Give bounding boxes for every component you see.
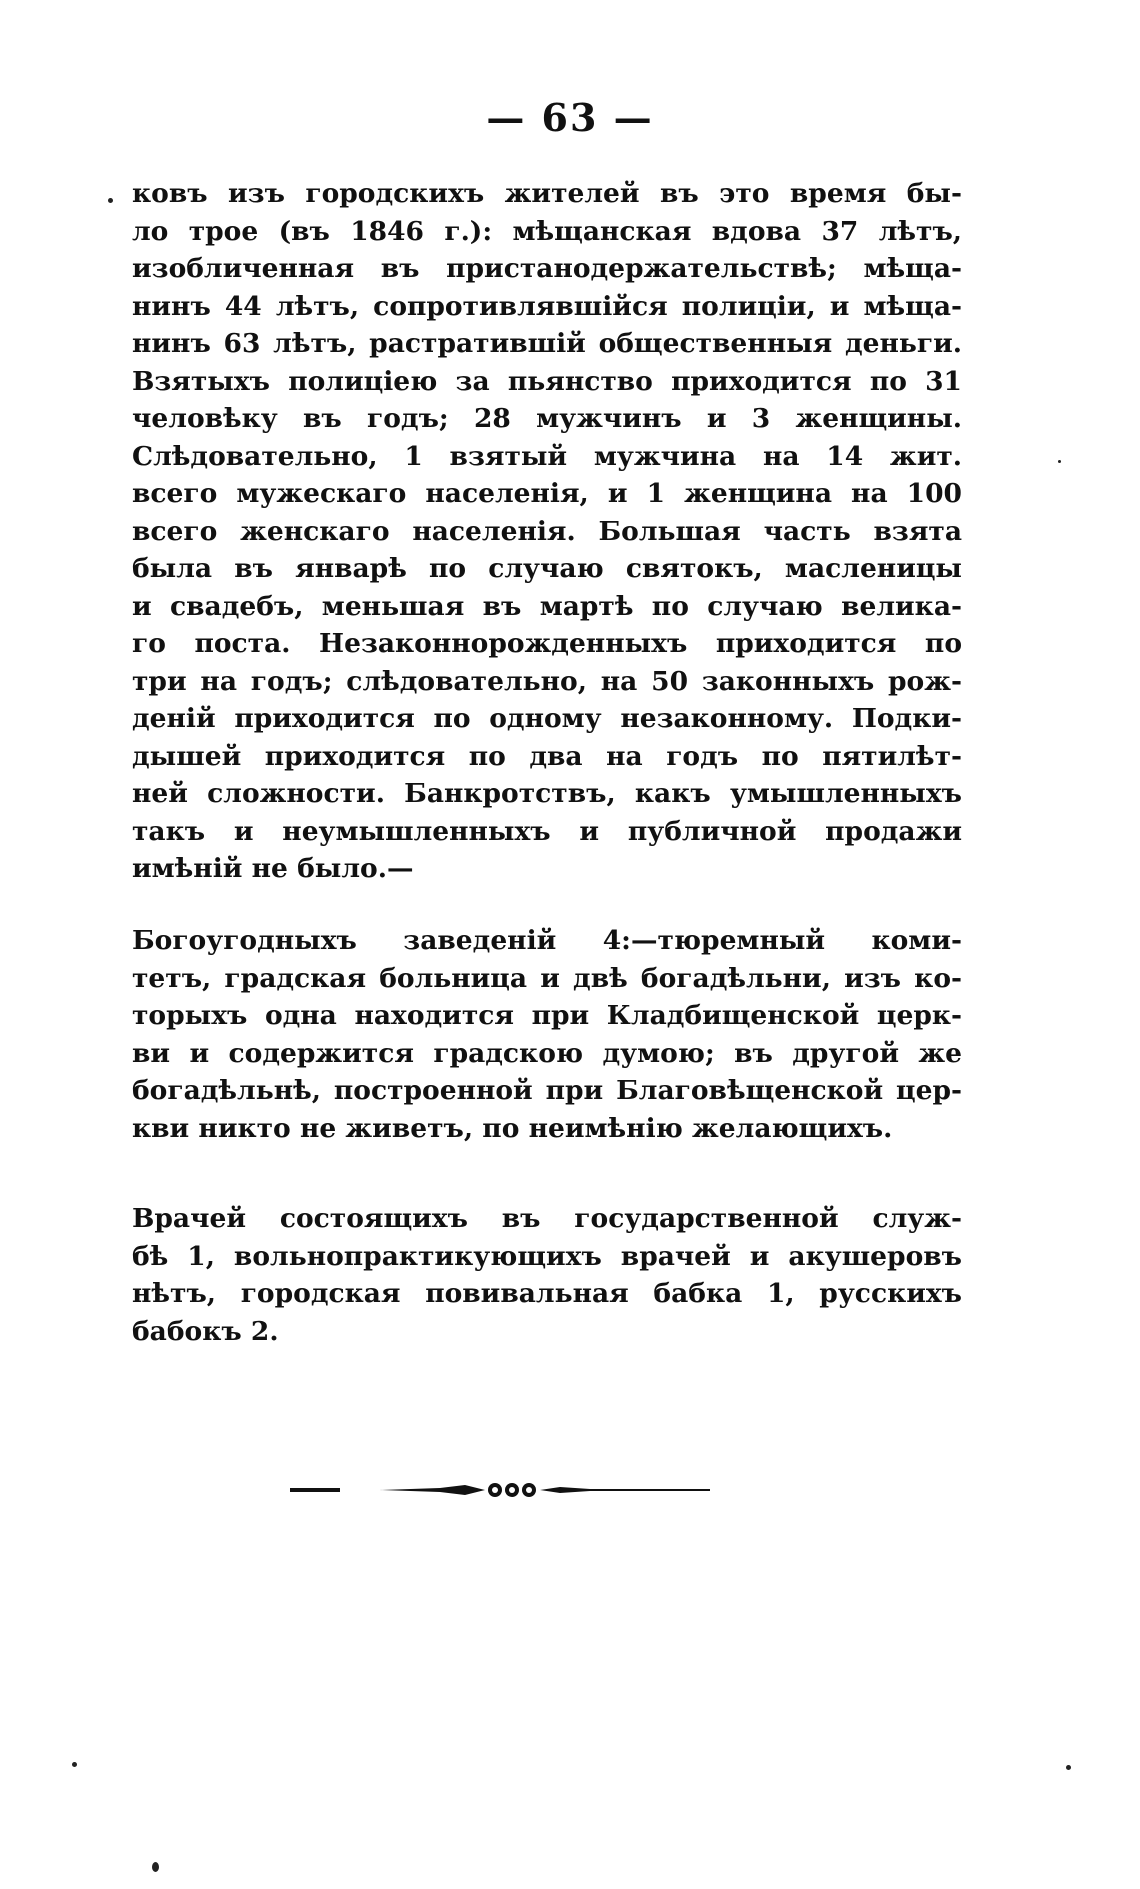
paragraph-criminal-statistics: [132, 175, 962, 888]
text-line: три на годъ; слѣдовательно, на 50 законныхъ рож-: [132, 665, 962, 697]
text-line: Взятыхъ полиціею за пьянство приходится по 31: [132, 365, 962, 397]
scan-speck: [152, 1862, 159, 1872]
text-line: ви и содержится градскою думою; въ другой же: [132, 1037, 962, 1069]
text-line: изобличенная въ пристанодержательствѣ; мѣща-: [132, 253, 962, 284]
text-line: Врачей состоящихъ въ государственной служ-: [132, 1203, 962, 1234]
text-line: торыхъ одна находится при Кладбищенской церк-: [132, 1000, 962, 1031]
paragraph-charitable-institutions: [132, 922, 962, 1147]
text-line: нинъ 63 лѣтъ, растратившій общественныя деньги.: [132, 328, 962, 359]
scan-speck: [72, 1762, 77, 1767]
text-line: всего мужескаго населенія, и 1 женщина на 100: [132, 478, 962, 509]
text-line: и свадебъ, меньшая въ мартѣ по случаю велика-: [132, 590, 962, 622]
text-line: нѣтъ, городская повивальная бабка 1, русскихъ: [132, 1278, 962, 1309]
page-number: — 63 —: [486, 95, 654, 140]
text-line: богадѣльнѣ, построенной при Благовѣщенской цер-: [132, 1075, 962, 1106]
text-line: деній приходится по одному незаконному. Подки-: [132, 703, 962, 734]
text-line: имѣній не было.—: [132, 853, 414, 884]
decorative-divider: [290, 1478, 790, 1502]
text-line: кви никто не живетъ, по неимѣнію желающихъ.: [132, 1112, 893, 1144]
scan-speck: [1066, 1765, 1071, 1770]
paragraph-physicians: [132, 1200, 962, 1350]
text-line: была въ январѣ по случаю святокъ, масленицы: [132, 553, 962, 584]
text-line: всего женскаго населенія. Большая часть взята: [132, 515, 962, 547]
text-line: бѣ 1, вольнопрактикующихъ врачей и акушеровъ: [132, 1240, 962, 1272]
text-line: ло трое (въ 1846 г.): мѣщанская вдова 37 лѣтъ,: [132, 215, 962, 247]
text-line: нинъ 44 лѣтъ, сопротивлявшійся полиціи, и мѣща-: [132, 290, 962, 322]
scan-speck: [1058, 460, 1061, 463]
text-line: тетъ, градская больница и двѣ богадѣльни, изъ ко-: [132, 962, 962, 994]
text-line: дышей приходится по два на годъ по пятилѣт-: [132, 740, 962, 772]
text-line: ней сложности. Банкротствъ, какъ умышленныхъ: [132, 778, 962, 809]
text-line: такъ и неумышленныхъ и публичной продажи: [132, 815, 962, 847]
text-line: Слѣдовательно, 1 взятый мужчина на 14 жит.: [132, 440, 962, 472]
text-line: человѣку въ годъ; 28 мужчинъ и 3 женщины.: [132, 403, 962, 434]
text-line: Богоугодныхъ заведеній 4:—тюремный коми-: [132, 925, 962, 956]
text-line: бабокъ 2.: [132, 1315, 279, 1347]
text-line: го поста. Незаконнорожденныхъ приходится по: [132, 628, 962, 659]
text-line: ковъ изъ городскихъ жителей въ это время бы-: [132, 178, 962, 209]
scan-speck: [108, 198, 113, 203]
